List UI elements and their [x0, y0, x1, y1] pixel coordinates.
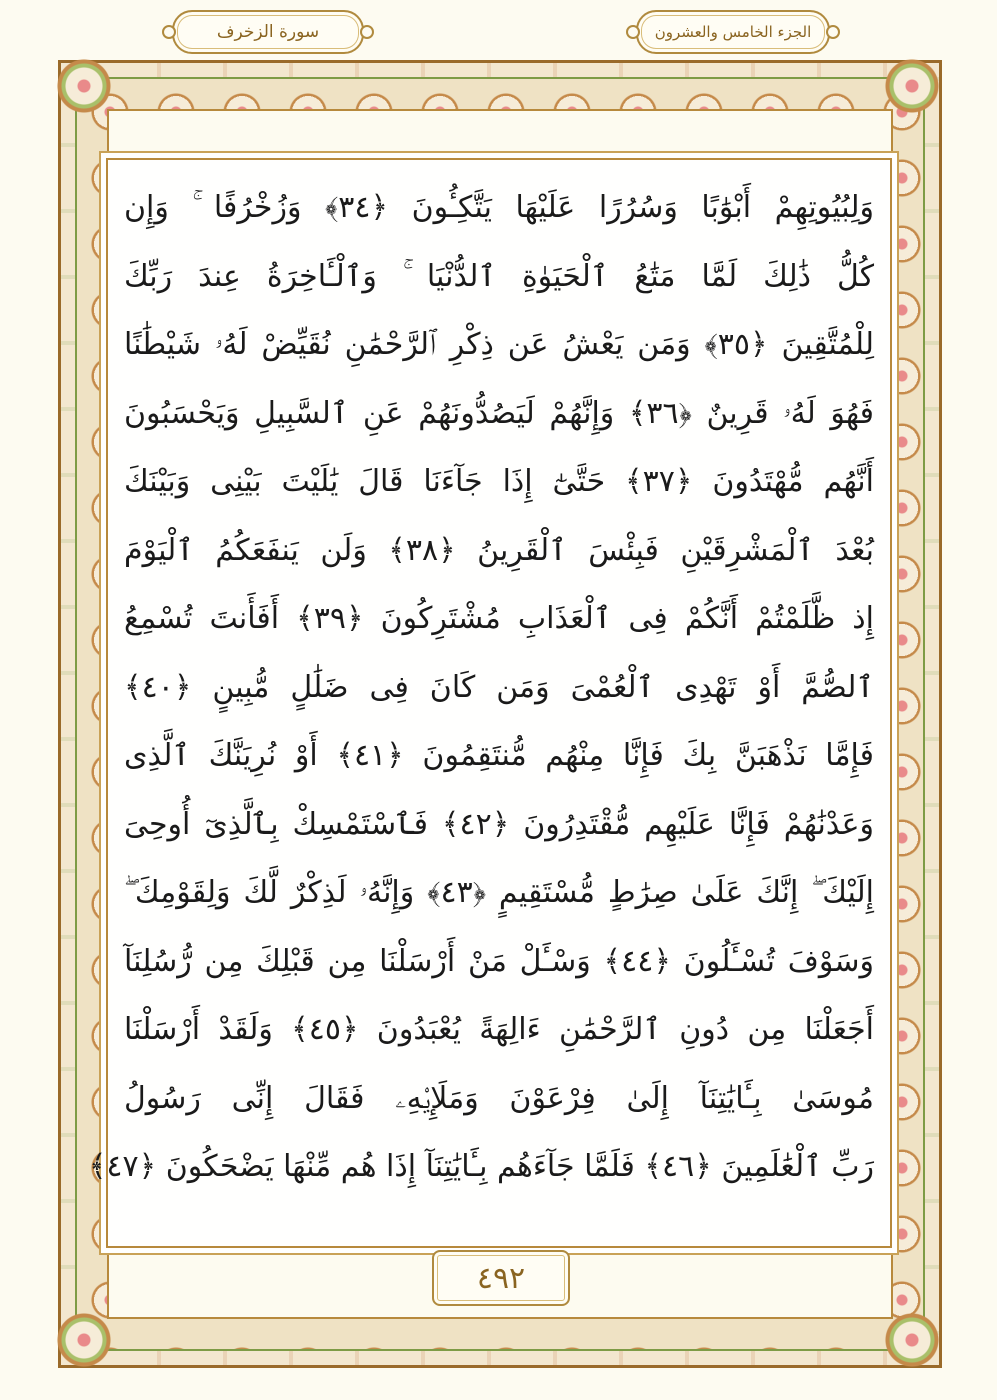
surah-name-plate: [172, 10, 364, 54]
corner-ornament-icon: [872, 46, 952, 126]
verse-line: أَنَّهُم مُّهْتَدُونَ ﴿٣٧﴾ حَتَّىٰٓ إِذَا جَآءَنَا قَالَ يَٰلَيْتَ بَيْنِى وَبَيْنَكَ: [124, 464, 874, 499]
verse-line: إِذ ظَّلَمْتُمْ أَنَّكُمْ فِى ٱلْعَذَابِ مُشْتَرِكُونَ ﴿٣٩﴾ أَفَأَنتَ تُسْمِعُ: [124, 601, 874, 636]
verse-line: وَعَدْنَٰهُمْ فَإِنَّا عَلَيْهِم مُّقْتَدِرُونَ ﴿٤٢﴾ فَٱسْتَمْسِكْ بِٱلَّذِىٓ أُوحِىَ: [124, 806, 874, 842]
verse-line: أَجَعَلْنَا مِن دُونِ ٱلرَّحْمَٰنِ ءَالِهَةً يُعْبَدُونَ ﴿٤٥﴾ وَلَقَدْ أَرْسَلْنَا: [124, 1012, 874, 1047]
page-number: ٤٩٢: [476, 1260, 526, 1296]
verse-line: وَلِبُيُوتِهِمْ أَبْوَٰبًا وَسُرُرًا عَلَيْهَا يَتَّكِـُٔونَ ﴿٣٤﴾ وَزُخْرُفًا ۚ وَإِن: [124, 190, 874, 225]
verse-line: فَإِمَّا نَذْهَبَنَّ بِكَ فَإِنَّا مِنْهُم مُّنتَقِمُونَ ﴿٤١﴾ أَوْ نُرِيَنَّكَ ٱلَّذِى: [124, 738, 874, 773]
verse-line: وَسَوْفَ تُسْـَٔلُونَ ﴿٤٤﴾ وَسْـَٔلْ مَنْ أَرْسَلْنَا مِن قَبْلِكَ مِن رُّسُلِنَآ: [124, 943, 875, 979]
verse-line: مُوسَىٰ بِـَٔايَٰتِنَآ إِلَىٰ فِرْعَوْنَ وَمَلَإِي۟هِۦ فَقَالَ إِنِّى رَسُولُ: [124, 1080, 874, 1116]
verse-lines: [88, 174, 875, 1202]
verse-line: فَهُوَ لَهُۥ قَرِينٌ ﴿٣٦﴾ وَإِنَّهُمْ لَيَصُدُّونَهُمْ عَنِ ٱلسَّبِيلِ وَيَحْسَبُونَ: [124, 395, 875, 431]
corner-ornament-icon: [872, 1300, 952, 1380]
surah-name: سورة الزخرف: [216, 22, 320, 42]
juz-name-plate: [636, 10, 830, 54]
corner-ornament-icon: [44, 46, 124, 126]
juz-name: الجزء الخامس والعشرون: [654, 23, 812, 41]
verse-line: رَبِّ ٱلْعَٰلَمِينَ ﴿٤٦﴾ فَلَمَّا جَآءَهُم بِـَٔايَٰتِنَآ إِذَا هُم مِّنْهَا يَضْحَكُونَ ﴿٤٧﴾: [88, 1149, 874, 1184]
verse-line: إِلَيْكَ ۖ إِنَّكَ عَلَىٰ صِرَٰطٍ مُّسْتَقِيمٍ ﴿٤٣﴾ وَإِنَّهُۥ لَذِكْرٌ لَّكَ وَلِقَوْمِكَ ۖ: [124, 875, 875, 910]
corner-ornament-icon: [44, 1300, 124, 1380]
verse-line: كُلُّ ذَٰلِكَ لَمَّا مَتَٰعُ ٱلْحَيَوٰةِ ٱلدُّنْيَا ۚ وَٱلْـَٔاخِرَةُ عِندَ رَبِّكَ: [124, 258, 874, 294]
verse-line: ٱلصُّمَّ أَوْ تَهْدِى ٱلْعُمْىَ وَمَن كَانَ فِى ضَلَٰلٍ مُّبِينٍ ﴿٤٠﴾: [124, 669, 874, 705]
verse-line: بُعْدَ ٱلْمَشْرِقَيْنِ فَبِئْسَ ٱلْقَرِينُ ﴿٣٨﴾ وَلَن يَنفَعَكُمُ ٱلْيَوْمَ: [124, 532, 874, 568]
verse-line: لِلْمُتَّقِينَ ﴿٣٥﴾ وَمَن يَعْشُ عَن ذِكْرِ ٱلرَّحْمَٰنِ نُقَيِّضْ لَهُۥ شَيْطَٰنًا: [124, 327, 874, 362]
quran-text-panel: [88, 158, 892, 1248]
page-number-plate: [432, 1250, 570, 1306]
